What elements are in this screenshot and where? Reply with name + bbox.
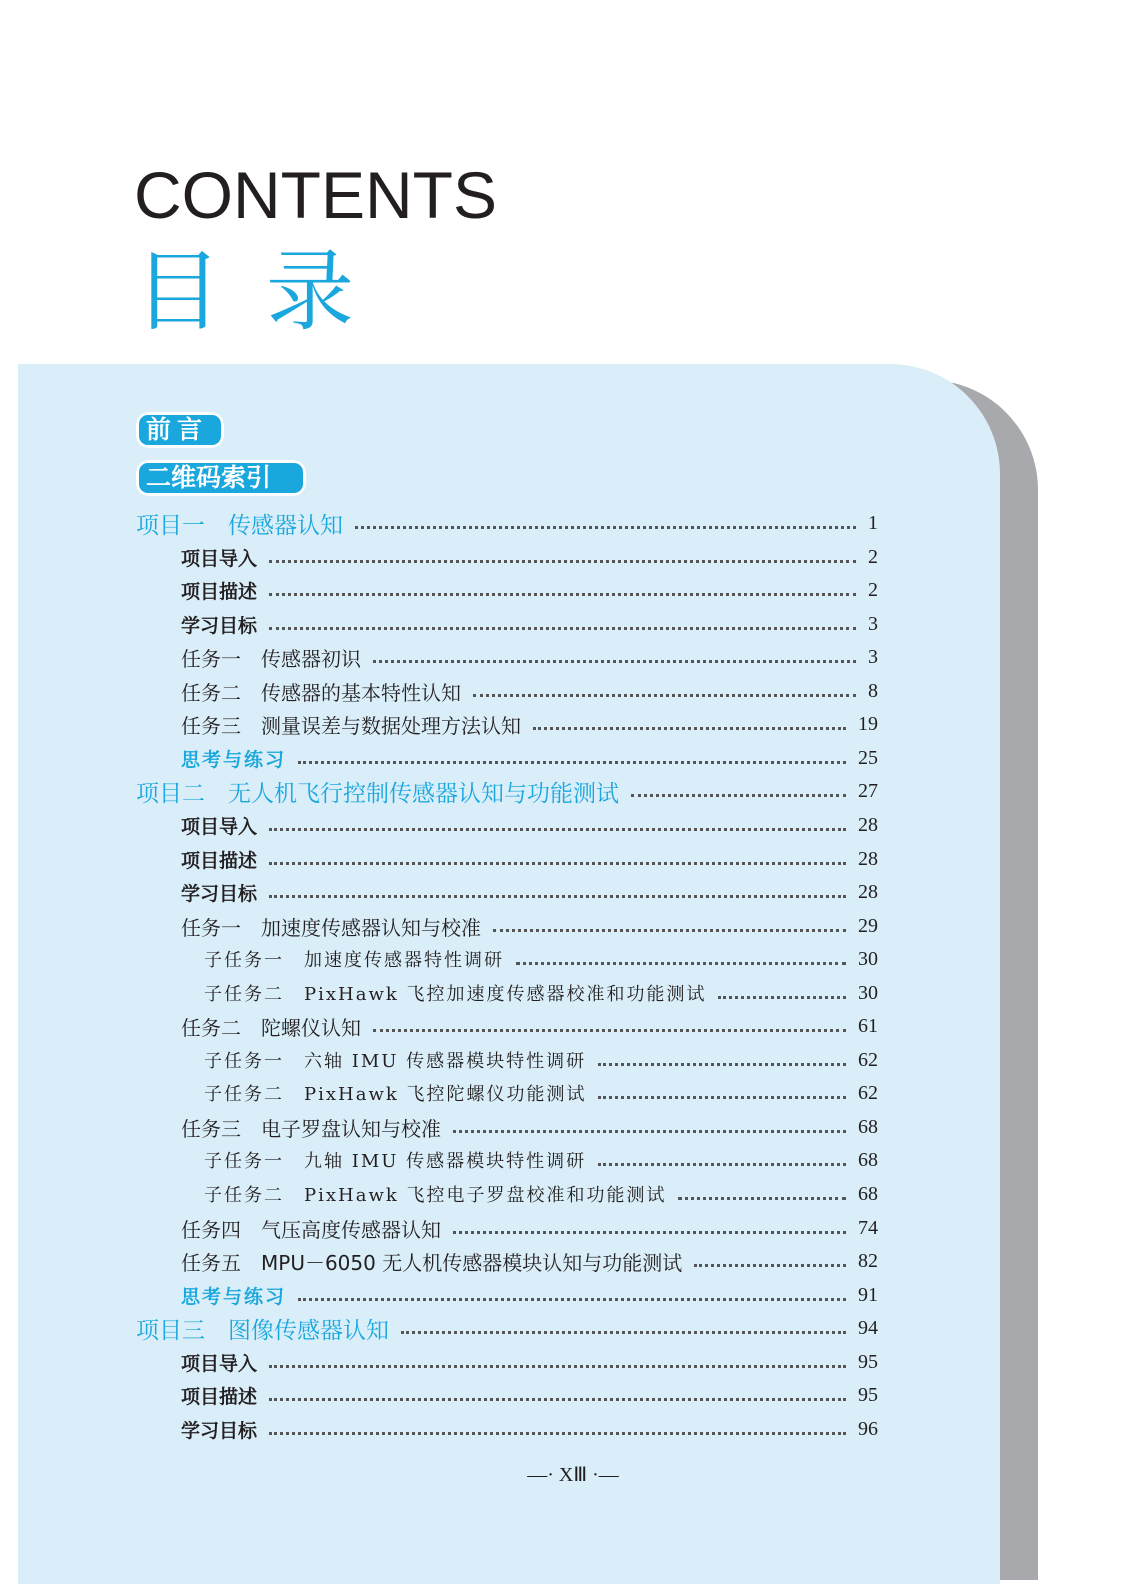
toc-entry-page: 62 [858,1081,878,1104]
dot-leader [269,593,856,596]
toc-entry[interactable] [181,1414,878,1444]
toc-entry[interactable] [181,743,878,773]
toc-entry-label: 任务二 传感器的基本特性认知 [181,680,461,705]
toc-entry[interactable] [136,508,878,538]
dot-leader [473,694,856,697]
toc-entry-label: 子任务一 九轴 IMU 传感器模块特性调研 [204,1151,587,1172]
toc-entry-page: 25 [858,746,878,769]
toc-entry-label: 子任务二 PixHawk 飞控加速度传感器校准和功能测试 [204,984,707,1005]
toc-entry-label: 项目描述 [181,849,258,872]
toc-entry[interactable] [204,978,878,1008]
toc-entry-page: 3 [868,612,878,635]
toc-entry-label: 项目导入 [181,815,258,838]
dot-leader [269,828,846,831]
toc-entry[interactable] [181,542,878,572]
dot-leader [269,560,856,563]
dot-leader [694,1264,846,1267]
dot-leader [269,1432,846,1435]
toc-entry-label: 项目描述 [181,1385,258,1408]
toc-entry[interactable] [181,609,878,639]
toc-entry-label: 项目描述 [181,580,258,603]
dot-leader [533,727,846,730]
toc-entry-page: 96 [858,1417,878,1440]
dot-leader [453,1130,846,1133]
dot-leader [718,996,846,999]
dot-leader [269,1365,846,1368]
toc-entry[interactable] [204,1145,878,1175]
toc-entry-label: 子任务二 PixHawk 飞控电子罗盘校准和功能测试 [204,1185,667,1206]
toc-entry-page: 28 [858,847,878,870]
toc-entry-label: 任务三 测量误差与数据处理方法认知 [181,713,521,738]
toc-entry-label: 子任务一 六轴 IMU 传感器模块特性调研 [204,1051,587,1072]
toc-entry-label: 任务四 气压高度传感器认知 [181,1217,441,1242]
toc-entry-label: 任务一 加速度传感器认知与校准 [181,915,481,940]
dot-leader [298,1298,846,1301]
toc-entry-page: 1 [868,511,878,534]
toc-entry[interactable] [136,776,878,806]
toc-entry-page: 68 [858,1115,878,1138]
dot-leader [453,1231,846,1234]
toc-entry[interactable] [204,1078,878,1108]
toc-entry[interactable] [181,1213,878,1243]
page-number: —· XⅢ ·— [527,1464,619,1486]
toc-entry-page: 30 [858,947,878,970]
toc-entry[interactable] [204,1045,878,1075]
toc-entry[interactable] [181,1380,878,1410]
dot-leader [298,761,846,764]
toc-entry[interactable] [181,1347,878,1377]
dot-leader [269,862,846,865]
toc-entry-label: 项目导入 [181,1352,258,1375]
toc-entry-label: 子任务一 加速度传感器特性调研 [204,950,504,971]
toc-entry-page: 19 [858,712,878,735]
toc-entry[interactable] [181,1280,878,1310]
dot-leader [598,1063,846,1066]
toc-entry-page: 82 [858,1249,878,1272]
toc-entry-page: 74 [858,1216,878,1239]
toc-entry[interactable] [181,676,878,706]
toc-entry[interactable] [181,810,878,840]
toc-entry-page: 3 [868,645,878,668]
toc-entry-page: 68 [858,1148,878,1171]
toc-entry-label: 子任务二 PixHawk 飞控陀螺仪功能测试 [204,1084,587,1105]
dot-leader [493,929,846,932]
qr-index-pill[interactable]: 二维码索引 [136,460,306,496]
toc-entry-label: 任务五 MPU－6050 无人机传感器模块认知与功能测试 [181,1250,683,1275]
toc-entry-page: 29 [858,914,878,937]
toc-entry[interactable] [136,1313,878,1343]
contents-title-cn: 目录 [134,240,399,343]
toc-entry-label: 任务三 电子罗盘认知与校准 [181,1116,441,1141]
toc-entry-label: 项目三 图像传感器认知 [136,1317,389,1344]
toc-entry-page: 2 [868,578,878,601]
toc-entry[interactable] [181,642,878,672]
toc-entry-label: 任务二 陀螺仪认知 [181,1015,361,1040]
dot-leader [516,962,846,965]
dot-leader [678,1197,846,1200]
dot-leader [598,1163,846,1166]
dot-leader [269,1398,846,1401]
toc-entry-page: 61 [858,1014,878,1037]
toc-entry[interactable] [204,1179,878,1209]
toc-entry-label: 项目一 传感器认知 [136,512,343,539]
toc-entry-page: 68 [858,1182,878,1205]
toc-entry-page: 94 [858,1316,878,1339]
dot-leader [631,794,846,797]
toc-entry[interactable] [181,575,878,605]
preface-pill[interactable]: 前言 [136,412,224,448]
toc-entry[interactable] [181,709,878,739]
dot-leader [355,526,856,529]
toc-entry-page: 28 [858,813,878,836]
toc-entry-label: 项目二 无人机飞行控制传感器认知与功能测试 [136,780,619,807]
toc-entry-page: 27 [858,779,878,802]
toc-entry[interactable] [181,844,878,874]
toc-entry[interactable] [181,1112,878,1142]
dot-leader [401,1331,846,1334]
toc-entry[interactable] [181,877,878,907]
toc-entry-label: 思考与练习 [181,748,287,771]
toc-entry-label: 项目导入 [181,547,258,570]
toc-entry-label: 思考与练习 [181,1285,287,1308]
toc-entry-label: 学习目标 [181,614,258,637]
dot-leader [373,660,856,663]
toc-entry[interactable] [181,1246,878,1276]
dot-leader [269,627,856,630]
dot-leader [598,1096,846,1099]
toc-entry-page: 95 [858,1350,878,1373]
toc-entry-label: 学习目标 [181,882,258,905]
toc-entry-page: 95 [858,1383,878,1406]
toc-entry-page: 8 [868,679,878,702]
dot-leader [373,1029,846,1032]
dot-leader [269,895,846,898]
toc-entry-page: 30 [858,981,878,1004]
toc-entry-label: 学习目标 [181,1419,258,1442]
toc-entry-label: 任务一 传感器初识 [181,646,361,671]
toc-entry[interactable] [204,944,878,974]
toc-entry-page: 62 [858,1048,878,1071]
toc-entry[interactable] [181,1011,878,1041]
toc-entry-page: 28 [858,880,878,903]
toc-entry-page: 2 [868,545,878,568]
contents-title-en: CONTENTS [134,158,497,232]
toc-entry[interactable] [181,911,878,941]
toc-entry-page: 91 [858,1283,878,1306]
